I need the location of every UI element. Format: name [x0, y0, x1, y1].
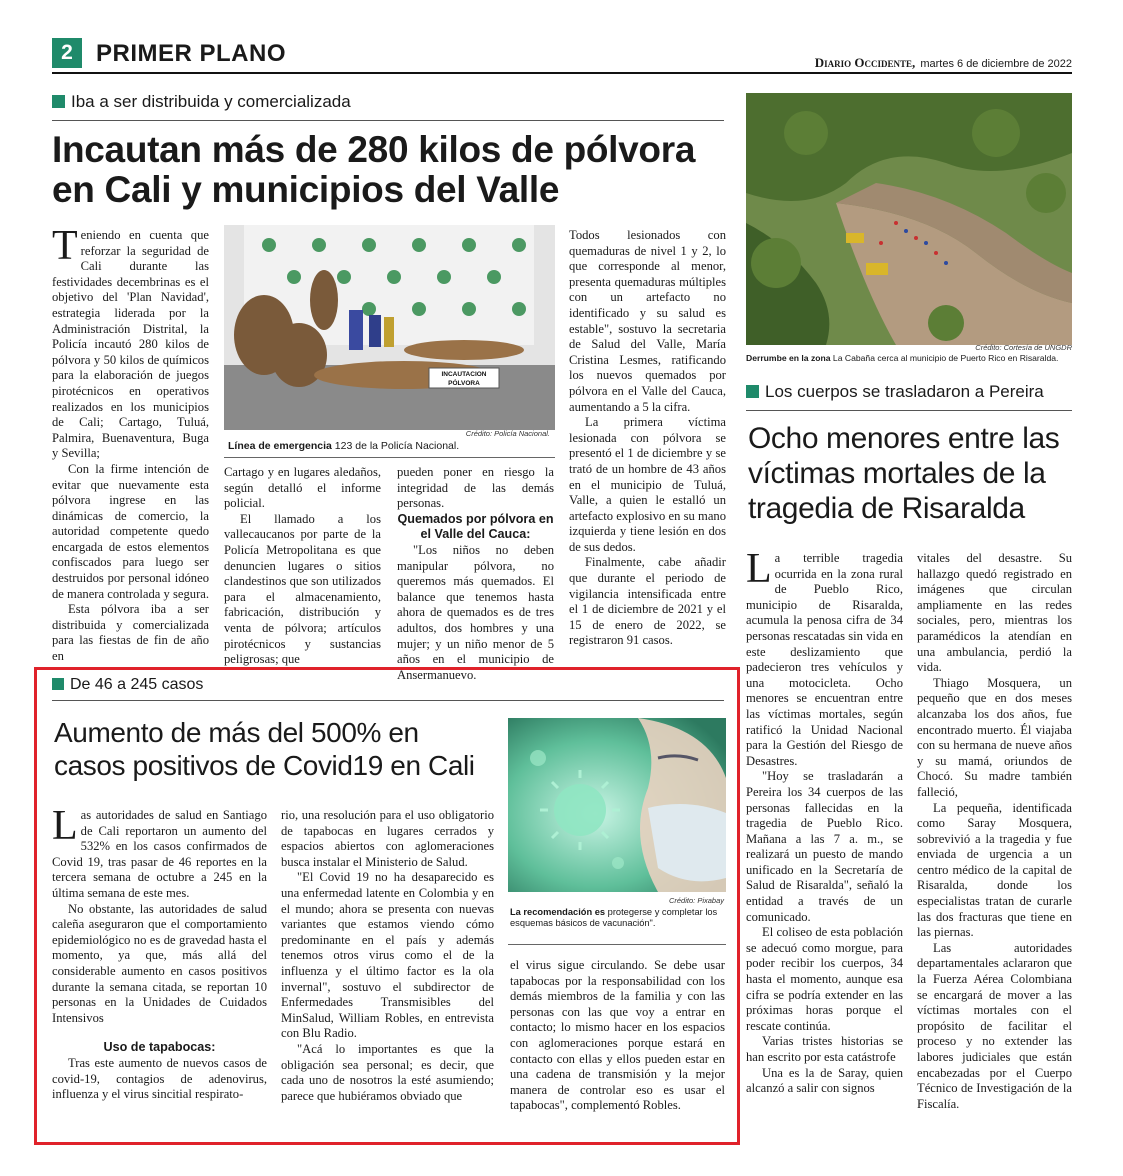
- covid-photo-credit: Crédito: Pixabay: [668, 896, 724, 905]
- covid-col2-p3: "Acá lo importantes es que la obligación sea personal; es decir, que cada uno de nosotros la esté asumiendo; parece que hubiéramos obviado que: [281, 1041, 494, 1103]
- main-col1-p3: Esta pólvora iba a ser distribuida y comercializada para las fiestas de fin de año en: [52, 602, 209, 664]
- section-title: PRIMER PLANO: [96, 40, 287, 67]
- covid-col2-p2: "El Covid 19 no ha desaparecido es una enfermedad latente en Colombia y en el mundo; ahora se presenta con nuevas variantes que estamos viendo cómo predominante en el país y además tenemos otros virus como el de la influenza y el último factor es la ola invernal", sostuvo el subdirector de Enfermedades Transmisibles del MinSalud, William Robles, en entrevista con Blu Radio.: [281, 870, 494, 1041]
- main-col2-p1: Cartago y en lugares aledaños, según detalló el informe policial.: [224, 465, 381, 511]
- main-col1-p1: eniendo en cuenta que reforzar la seguridad de Cali durante las festividades decembrinas es el objetivo del 'Plan Navidad', estrategia liderada por la Administración Distrital, la Policía incautó 280 kilos de pólvora y 50 kilos de químicos para la elaboración de juegos pirotécnicos en operativos realizados en los municipios de Cali; Cartago, Tuluá, Palmira, Buenaventura, Buga y Sevilla;: [52, 228, 209, 461]
- main-photo-caption: [228, 441, 558, 452]
- side-col1-p4: Varias tristes historias se han escrito por esta catástrofe: [746, 1034, 903, 1064]
- main-headline: Incautan más de 280 kilos de pólvora en Cali y municipios del Valle: [52, 129, 696, 210]
- covid-kicker: [52, 676, 203, 694]
- main-col-2: [224, 465, 381, 668]
- covid-col2-p1: rio, una resolución para el uso obligatorio de tapabocas en lugares cerrados y espacios abiertos con aglomeraciones busca instalar el Ministerio de Salud.: [281, 808, 494, 869]
- covid-photo: [508, 718, 726, 892]
- side-col1-p3: El coliseo de esta población se adecuó como morgue, para poder recibir los cuerpos, 34 hasta el momento, aunque esa cifra se podría extender en las próximas horas porque el rescate continúa.: [746, 925, 903, 1033]
- svg-text:INCAUTACION: INCAUTACION: [441, 371, 487, 378]
- covid-dropcap: L: [52, 803, 78, 849]
- side-photo-caption: [746, 353, 1076, 364]
- landslide-photo: [746, 93, 1072, 345]
- covid-photo-caption: [510, 907, 726, 929]
- covid-kicker-rule: [52, 700, 724, 701]
- main-col3-p2: "Los niños no deben manipular pólvora, no queremos más quemados. El balance que tenemos hasta ahora de quemados es de tres adultos, dos hombres y una mujer; y un niño menor de 5 años en el municipio de Ansermanuevo.: [397, 542, 554, 682]
- covid-col1-p2: No obstante, las autoridades de salud caleña aseguraron que el comportamiento epidemiológico no es de gravedad hasta el momento, ya que, más allá del considerable aumento en casos positivos durante la semana citada, se reportan 10 personas en la Unidades de Cuidados Intensivos: [52, 901, 267, 1025]
- header-dateline: [760, 52, 1072, 71]
- main-kicker-text: Iba a ser distribuida y comercializada: [71, 92, 351, 111]
- side-col-1: [746, 546, 903, 1097]
- side-kicker-rule: [746, 410, 1072, 411]
- kicker-rule: [52, 120, 724, 121]
- side-col2-p3: La pequeña, identificada como Saray Mosquera, sobrevivió a la tragedia y fue enviada de urgencia a un centro médico de la capital de Risaralda, donde los especialistas tratan de curarle las dos fracturas que tiene en las piernas.: [917, 800, 1072, 940]
- fireworks-photo-art: [224, 225, 555, 430]
- covid-photo-art: [508, 718, 726, 892]
- kicker-square-icon: [52, 95, 65, 108]
- covid-caption-text: protegerse y completar los esquemas básicos de vacunación".: [510, 907, 718, 928]
- main-caption-bold: Línea de emergencia: [228, 440, 332, 452]
- side-headline: Ocho menores entre las víctimas mortales de la tragedia de Risaralda: [748, 422, 1060, 525]
- main-col-1: [52, 223, 209, 665]
- side-col2-p4: Las autoridades departamentales aclararon que la Fuerza Aérea Colombiana se encargará de mover a las víctimas mortales con el propósito de facilitar el proceso y no extender las labores judiciales que están encabezadas por el Cuerpo Técnico de Investigación de la Fiscalía.: [917, 940, 1072, 1111]
- main-caption-rule: [224, 457, 555, 458]
- side-kicker: [746, 382, 1044, 402]
- side-caption-bold: Derrumbe en la zona: [746, 353, 831, 363]
- side-col1-p5: Una es la de Saray, quien alcanzó a salir con signos: [746, 1065, 903, 1096]
- side-col2-p1: vitales del desastre. Su hallazgo quedó registrado en imágenes que circulan ampliamente en las redes sociales, pero, mientras los paramédicos la atendían en una ambulancia, perdió la vida.: [917, 551, 1072, 675]
- side-caption-text: La Cabaña cerca al municipio de Puerto Rico en Risaralda.: [830, 353, 1059, 363]
- covid-col1-subhead: Uso de tapabocas:: [103, 1040, 216, 1055]
- main-col3-subhead: Quemados por pólvora en el Valle del Cauca:: [397, 511, 554, 542]
- covid-col-3: [510, 958, 725, 1114]
- covid-col-2: [281, 808, 494, 1104]
- landslide-photo-art: [746, 93, 1072, 345]
- covid-caption-rule: [508, 944, 726, 945]
- main-caption-text: 123 de la Policía Nacional.: [331, 440, 460, 452]
- main-col-4: [569, 228, 726, 649]
- side-col1-p1: a terrible tragedia ocurrida en la zona rural de Pueblo Rico, municipio de Risaralda, acumula la penosa cifra de 34 personas rescatadas sin vida en este deslizamiento que padecieron tres vehículos y una motocicleta. Ocho menores se encuentran entre las víctimas mortales, según ratificó la Unidad Nacional para la Gestión del Riesgo de Desastres.: [746, 551, 903, 768]
- main-photo-credit: Crédito: Policía Nacional.: [465, 429, 550, 438]
- page-number: 2: [61, 41, 73, 64]
- paper-name: Diario Occidente,: [814, 55, 916, 70]
- main-col1-p2: Con la firme intención de evitar que nuevamente esta pólvora ingrese en las dinámicas de comercio, la autoridad competente quedo encargada de estos elementos confiscados para luego ser destruidos por personal idóneo de manera controlada y segura.: [52, 461, 209, 601]
- main-col4-p3: Finalmente, cabe añadir que durante el periodo de vigilancia intensificada entre el 1 de diciembre de 2021 y el 15 de enero de 2022, se registraron 91 casos.: [569, 555, 726, 648]
- side-col-2: [917, 551, 1072, 1112]
- main-kicker: [52, 92, 351, 112]
- main-col2-p2: El llamado a los vallecaucanos por parte de la Policía Metropolitana es que denuncien lugares o sitios clandestinos que son utilizados para el almacenamiento, fabricación, distribución y venta de pólvora; artículos pirotécnicos y sustancias peligrosas; que: [224, 511, 381, 667]
- side-photo-credit: Crédito: Cortesía de UNGDR: [975, 343, 1072, 352]
- covid-col-1: [52, 803, 267, 1103]
- covid-col1-p3: Tras este aumento de nuevos casos de covid-19, contagios de adenovirus, influenza y el virus sincitial respirato-: [52, 1055, 267, 1102]
- covid-kicker-text: De 46 a 245 casos: [70, 676, 204, 693]
- main-col-3: [397, 465, 554, 683]
- fireworks-photo: [224, 225, 555, 430]
- main-col4-p2: La primera víctima lesionada con pólvora se presentó el 1 de diciembre y se trató de un hombre de 43 años en el municipio de Tuluá, Valle, a quien le estalló un artefacto explosivo en su mano izquierda y tiene lesión en dos de sus dedos.: [569, 415, 726, 554]
- side-col1-p2: "Hoy se trasladarán a Pereira los 34 cuerpos de las personas fallecidas en la tragedia de Pueblo Rico. Mañana a las 7 a. m., se realizará un puesto de mando unificado en la Secretaría de Salud de Risaralda", señaló la entidad a través de un comunicado.: [746, 769, 903, 924]
- covid-col3-p1: el virus sigue circulando. Se debe usar tapabocas por la responsabilidad con los demás miembros de la familia y con las personas con las que voy a entrar en contacto; lo mismo hacer en los espacios con aglomeraciones porque estará en contacto con ellas y ellos pueden estar en una cadena de transmisión y la mejor manera de controlar eso es usar el tapabocas", complementó Robles.: [510, 958, 725, 1113]
- header-rule: [52, 72, 1072, 74]
- covid-kicker-square-icon: [52, 678, 64, 690]
- main-col4-p1: Todos lesionados con quemaduras de nivel 1 y 2, lo que corresponde al menor, presenta quemaduras múltiples con un artefacto no identificado y su salud es estable", sostuvo la secretaria de Salud del Valle, María Cristina Lesmes, ratificando los nuevos quemados por pólvora en el Valle del Cauca, aumentando a 5 la cifra.: [569, 228, 726, 414]
- issue-date: martes 6 de diciembre de 2022: [920, 58, 1072, 70]
- covid-col1-p1: as autoridades de salud en Santiago de Cali reportaron un aumento del 532% en los casos confirmados de Covid 19, tras pasar de 46 reportes en la tercera semana de octubre a 245 en la última semana de este mes.: [52, 808, 267, 900]
- covid-caption-bold: La recomendación es: [510, 907, 606, 917]
- main-col3-p1: pueden poner en riesgo la integridad de las demás personas.: [397, 465, 554, 511]
- side-kicker-square-icon: [746, 385, 759, 398]
- side-kicker-text: Los cuerpos se trasladaron a Pereira: [765, 382, 1044, 401]
- side-col2-p2: Thiago Mosquera, un pequeño que en dos meses alcanzaba los dos años, fue encontrado muerto. Él viajaba con su hermana de nueve años y su mamá, oriundos de Chocó. Su madre también falleció,: [917, 675, 1072, 799]
- main-dropcap: T: [52, 223, 78, 269]
- svg-text:PÓLVORA: PÓLVORA: [448, 380, 480, 387]
- side-dropcap: L: [746, 546, 772, 592]
- covid-headline: Aumento de más del 500% en casos positivos de Covid19 en Cali: [54, 717, 475, 781]
